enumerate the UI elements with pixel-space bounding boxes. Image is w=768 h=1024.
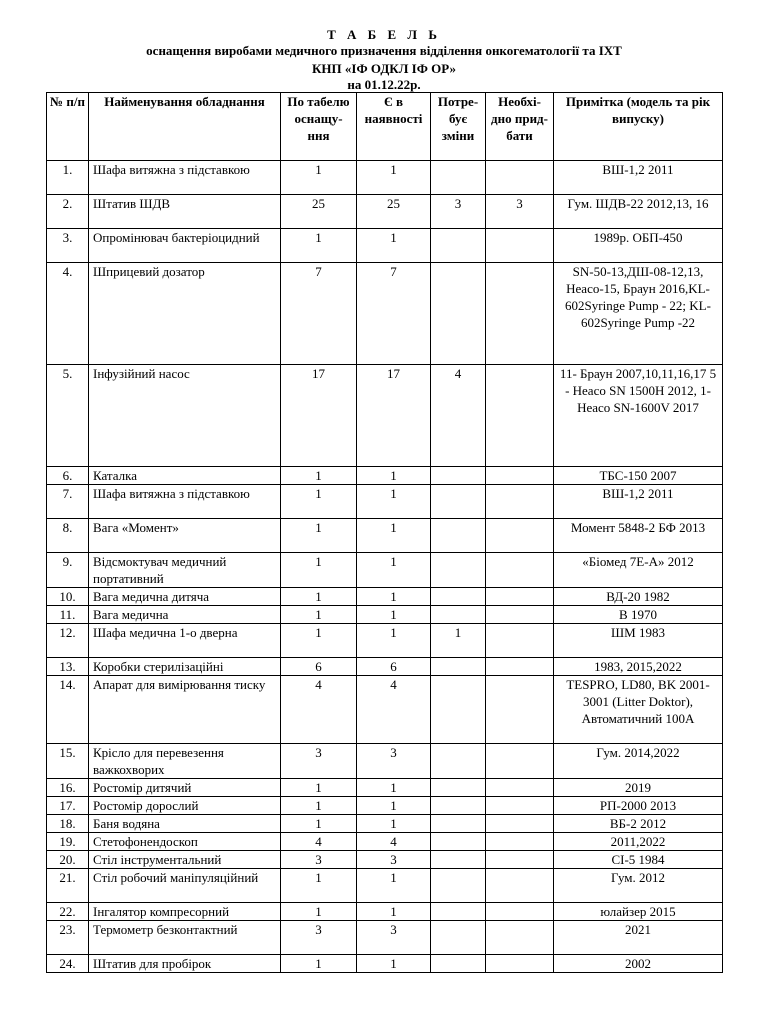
table-row — [47, 955, 723, 973]
cell-replace — [431, 676, 486, 744]
cell-name: Шафа медична 1-о дверна — [89, 624, 281, 658]
table-row — [47, 485, 723, 519]
cell-buy — [486, 229, 554, 263]
cell-note: В 1970 — [554, 606, 723, 624]
cell-note: ТБС-150 2007 — [554, 467, 723, 485]
cell-number: 20. — [47, 851, 89, 869]
table-row — [47, 161, 723, 195]
cell-replace — [431, 869, 486, 903]
cell-name: Штатив ШДВ — [89, 195, 281, 229]
cell-number: 15. — [47, 744, 89, 779]
cell-number: 7. — [47, 485, 89, 519]
cell-replace — [431, 161, 486, 195]
cell-note: РП-2000 2013 — [554, 797, 723, 815]
cell-replace — [431, 519, 486, 553]
cell-number: 23. — [47, 921, 89, 955]
table-row — [47, 903, 723, 921]
cell-number: 11. — [47, 606, 89, 624]
cell-number: 5. — [47, 365, 89, 467]
cell-available: 1 — [357, 229, 431, 263]
cell-note: Гум. ШДВ-22 2012,13, 16 — [554, 195, 723, 229]
cell-plan: 1 — [281, 485, 357, 519]
cell-available: 1 — [357, 606, 431, 624]
cell-number: 22. — [47, 903, 89, 921]
col-header-buy: Необхі-дно прид-бати — [486, 93, 554, 161]
table-row — [47, 676, 723, 744]
cell-available: 1 — [357, 485, 431, 519]
cell-buy — [486, 851, 554, 869]
cell-available: 1 — [357, 588, 431, 606]
table-body — [47, 161, 723, 973]
cell-available: 3 — [357, 744, 431, 779]
cell-name: Баня водяна — [89, 815, 281, 833]
cell-available: 1 — [357, 779, 431, 797]
cell-number: 9. — [47, 553, 89, 588]
cell-plan: 25 — [281, 195, 357, 229]
cell-available: 1 — [357, 624, 431, 658]
cell-plan: 1 — [281, 779, 357, 797]
cell-available: 6 — [357, 658, 431, 676]
cell-note: 2019 — [554, 779, 723, 797]
cell-replace — [431, 955, 486, 973]
cell-name: Шафа витяжна з підставкою — [89, 485, 281, 519]
table-row — [47, 921, 723, 955]
cell-number: 19. — [47, 833, 89, 851]
cell-available: 1 — [357, 553, 431, 588]
cell-note: ВШ-1,2 2011 — [554, 485, 723, 519]
cell-name: Ростомір дитячий — [89, 779, 281, 797]
cell-plan: 1 — [281, 553, 357, 588]
cell-buy — [486, 676, 554, 744]
cell-name: Крісло для перевезення важкохворих — [89, 744, 281, 779]
cell-note: TESPRO, LD80, BK 2001-3001 (Litter Doktor), Автоматичний 100А — [554, 676, 723, 744]
table-row — [47, 588, 723, 606]
cell-plan: 1 — [281, 955, 357, 973]
cell-available: 1 — [357, 903, 431, 921]
cell-buy — [486, 921, 554, 955]
cell-number: 2. — [47, 195, 89, 229]
table-row — [47, 779, 723, 797]
cell-replace — [431, 588, 486, 606]
cell-name: Стетофонендоскоп — [89, 833, 281, 851]
col-header-name: Найменування обладнання — [89, 93, 281, 161]
cell-buy: 3 — [486, 195, 554, 229]
cell-name: Опромінювач бактеріоцидний — [89, 229, 281, 263]
table-row — [47, 833, 723, 851]
table-header-row — [47, 93, 723, 161]
cell-buy — [486, 519, 554, 553]
table-row — [47, 229, 723, 263]
cell-replace — [431, 467, 486, 485]
table-row — [47, 744, 723, 779]
cell-buy — [486, 955, 554, 973]
cell-buy — [486, 263, 554, 365]
cell-buy — [486, 658, 554, 676]
cell-note: 11- Браун 2007,10,11,16,17 5 - Heaco SN 1500H 2012, 1- Heaco SN-1600V 2017 — [554, 365, 723, 467]
cell-name: Стіл інструментальний — [89, 851, 281, 869]
document-date: на 01.12.22р. — [347, 77, 421, 92]
cell-plan: 1 — [281, 519, 357, 553]
cell-replace: 4 — [431, 365, 486, 467]
cell-number: 8. — [47, 519, 89, 553]
cell-replace — [431, 263, 486, 365]
cell-replace — [431, 744, 486, 779]
cell-buy — [486, 485, 554, 519]
col-header-replace: Потре-бує зміни — [431, 93, 486, 161]
cell-plan: 6 — [281, 658, 357, 676]
cell-note: Гум. 2012 — [554, 869, 723, 903]
cell-replace — [431, 553, 486, 588]
table-row — [47, 365, 723, 467]
cell-replace: 1 — [431, 624, 486, 658]
table-row — [47, 624, 723, 658]
cell-replace — [431, 851, 486, 869]
cell-number: 16. — [47, 779, 89, 797]
cell-buy — [486, 161, 554, 195]
table-row — [47, 658, 723, 676]
cell-note: 1989р. ОБП-450 — [554, 229, 723, 263]
cell-plan: 1 — [281, 815, 357, 833]
cell-buy — [486, 467, 554, 485]
cell-name: Вага медична — [89, 606, 281, 624]
cell-replace — [431, 658, 486, 676]
cell-plan: 1 — [281, 797, 357, 815]
cell-note: ВД-20 1982 — [554, 588, 723, 606]
cell-note: ВБ-2 2012 — [554, 815, 723, 833]
cell-number: 18. — [47, 815, 89, 833]
cell-buy — [486, 624, 554, 658]
col-header-note: Примітка (модель та рік випуску) — [554, 93, 723, 161]
cell-plan: 1 — [281, 624, 357, 658]
cell-plan: 3 — [281, 744, 357, 779]
cell-number: 17. — [47, 797, 89, 815]
cell-buy — [486, 588, 554, 606]
cell-plan: 1 — [281, 229, 357, 263]
cell-plan: 1 — [281, 606, 357, 624]
table-row — [47, 467, 723, 485]
col-header-number: № п/п — [47, 93, 89, 161]
cell-available: 1 — [357, 955, 431, 973]
cell-available: 25 — [357, 195, 431, 229]
cell-buy — [486, 553, 554, 588]
cell-name: Шприцевий дозатор — [89, 263, 281, 365]
cell-buy — [486, 797, 554, 815]
cell-replace — [431, 921, 486, 955]
cell-plan: 4 — [281, 833, 357, 851]
cell-replace — [431, 229, 486, 263]
cell-buy — [486, 903, 554, 921]
cell-number: 14. — [47, 676, 89, 744]
cell-note: SN-50-13,ДШ-08-12,13, Heaco-15, Браун 2016,KL-602Syringe Pump - 22; KL-602Syringe Pump -22 — [554, 263, 723, 365]
cell-replace — [431, 833, 486, 851]
cell-name: Вага медична дитяча — [89, 588, 281, 606]
cell-note: ВШ-1,2 2011 — [554, 161, 723, 195]
cell-available: 1 — [357, 161, 431, 195]
cell-number: 13. — [47, 658, 89, 676]
col-header-available: Є в наявності — [357, 93, 431, 161]
cell-note: 2021 — [554, 921, 723, 955]
cell-note: Гум. 2014,2022 — [554, 744, 723, 779]
cell-buy — [486, 815, 554, 833]
cell-plan: 3 — [281, 851, 357, 869]
cell-name: Інфузійний насос — [89, 365, 281, 467]
cell-name: Штатив для пробірок — [89, 955, 281, 973]
cell-replace — [431, 485, 486, 519]
table-row — [47, 869, 723, 903]
cell-available: 3 — [357, 851, 431, 869]
cell-plan: 4 — [281, 676, 357, 744]
table-row — [47, 815, 723, 833]
equipment-table — [46, 92, 723, 973]
document-subtitle: оснащення виробами медичного призначення відділення онкогематології та ІХТ — [146, 43, 622, 58]
cell-available: 1 — [357, 869, 431, 903]
cell-name: Коробки стерилізаційні — [89, 658, 281, 676]
cell-replace — [431, 606, 486, 624]
cell-buy — [486, 869, 554, 903]
document-title: Т А Б Е Л Ь — [327, 27, 441, 42]
cell-buy — [486, 833, 554, 851]
cell-buy — [486, 779, 554, 797]
cell-plan: 1 — [281, 903, 357, 921]
cell-available: 1 — [357, 797, 431, 815]
cell-name: Шафа витяжна з підставкою — [89, 161, 281, 195]
cell-plan: 7 — [281, 263, 357, 365]
cell-number: 6. — [47, 467, 89, 485]
cell-plan: 1 — [281, 161, 357, 195]
cell-buy — [486, 744, 554, 779]
table-row — [47, 263, 723, 365]
cell-plan: 1 — [281, 869, 357, 903]
cell-name: Вага «Момент» — [89, 519, 281, 553]
cell-number: 10. — [47, 588, 89, 606]
cell-replace — [431, 797, 486, 815]
cell-available: 1 — [357, 815, 431, 833]
cell-name: Каталка — [89, 467, 281, 485]
cell-replace — [431, 815, 486, 833]
cell-plan: 1 — [281, 467, 357, 485]
cell-number: 4. — [47, 263, 89, 365]
cell-name: Інгалятор компресорний — [89, 903, 281, 921]
table-row — [47, 797, 723, 815]
cell-available: 3 — [357, 921, 431, 955]
table-row — [47, 553, 723, 588]
cell-available: 1 — [357, 467, 431, 485]
cell-available: 1 — [357, 519, 431, 553]
cell-available: 17 — [357, 365, 431, 467]
cell-note: 2002 — [554, 955, 723, 973]
cell-plan: 17 — [281, 365, 357, 467]
cell-number: 3. — [47, 229, 89, 263]
cell-name: Термометр безконтактний — [89, 921, 281, 955]
cell-available: 4 — [357, 676, 431, 744]
cell-note: Момент 5848-2 БФ 2013 — [554, 519, 723, 553]
cell-name: Стіл робочий маніпуляційний — [89, 869, 281, 903]
cell-number: 12. — [47, 624, 89, 658]
table-row — [47, 519, 723, 553]
cell-buy — [486, 606, 554, 624]
cell-plan: 1 — [281, 588, 357, 606]
table-row — [47, 606, 723, 624]
cell-name: Відсмоктувач медичний портативний — [89, 553, 281, 588]
cell-note: 1983, 2015,2022 — [554, 658, 723, 676]
cell-note: «Біомед 7Е-А» 2012 — [554, 553, 723, 588]
table-row — [47, 851, 723, 869]
cell-note: СІ-5 1984 — [554, 851, 723, 869]
cell-replace: 3 — [431, 195, 486, 229]
cell-replace — [431, 903, 486, 921]
cell-replace — [431, 779, 486, 797]
cell-available: 4 — [357, 833, 431, 851]
cell-note: ШМ 1983 — [554, 624, 723, 658]
cell-plan: 3 — [281, 921, 357, 955]
table-row — [47, 195, 723, 229]
cell-number: 1. — [47, 161, 89, 195]
cell-note: 2011,2022 — [554, 833, 723, 851]
cell-number: 24. — [47, 955, 89, 973]
cell-name: Ростомір дорослий — [89, 797, 281, 815]
col-header-plan: По табелю оснащу-ння — [281, 93, 357, 161]
cell-buy — [486, 365, 554, 467]
cell-note: юлайзер 2015 — [554, 903, 723, 921]
cell-name: Апарат для вимірювання тиску — [89, 676, 281, 744]
organization-name: КНП «ІФ ОДКЛ ІФ ОР» — [312, 61, 456, 76]
cell-available: 7 — [357, 263, 431, 365]
cell-number: 21. — [47, 869, 89, 903]
